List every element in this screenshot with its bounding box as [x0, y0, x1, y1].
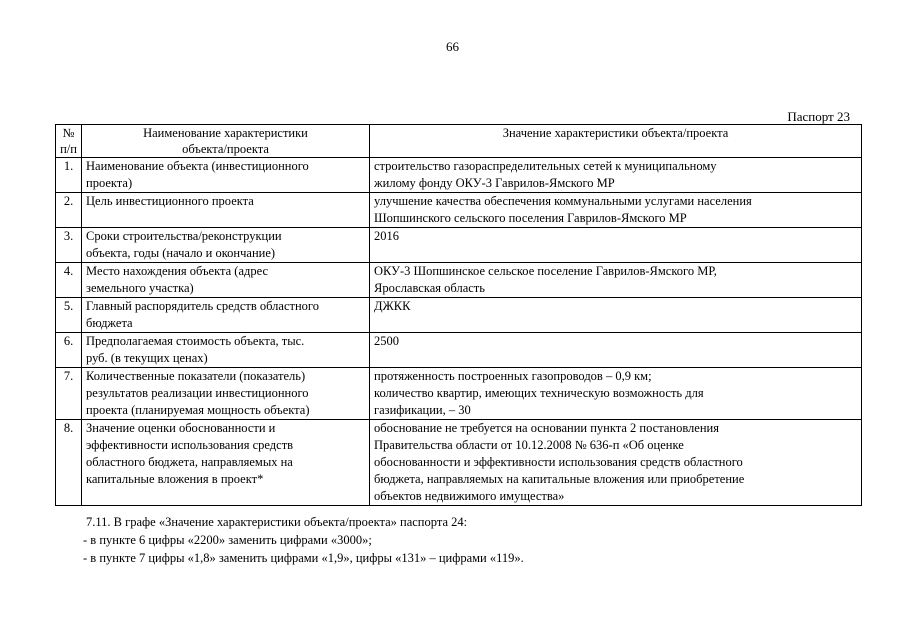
characteristic-name	[82, 158, 370, 193]
row-number: 7.	[56, 368, 82, 420]
characteristic-value-line: ДЖКК	[374, 299, 411, 313]
characteristic-value	[370, 158, 862, 193]
row-number: 2.	[56, 193, 82, 228]
characteristic-name-line: руб. (в текущих ценах)	[86, 351, 208, 365]
characteristic-value-line: улучшение качества обеспечения коммунальными услугами населения	[374, 194, 752, 208]
header-value	[370, 125, 862, 158]
table-row	[56, 298, 862, 333]
characteristic-name-line: Значение оценки обоснованности и	[86, 421, 276, 435]
characteristic-value-line: бюджета, направляемых на капитальные вложения или приобретение	[374, 472, 745, 486]
amendment-line: - в пункте 7 цифры «1,8» заменить цифрами «1,9», цифры «131» – цифрами «119».	[83, 551, 524, 565]
table-row	[56, 420, 862, 506]
characteristic-name-line: результатов реализации инвестиционного	[86, 386, 309, 400]
characteristic-name-line: бюджета	[86, 316, 133, 330]
characteristic-value-line: количество квартир, имеющих техническую возможность для	[374, 386, 704, 400]
characteristic-value-line: строительство газораспределительных сетей к муниципальному	[374, 159, 717, 173]
header-name-line: Наименование характеристики	[143, 126, 308, 140]
characteristic-value	[370, 228, 862, 263]
characteristic-name-line: проекта)	[86, 176, 133, 190]
characteristic-name-line: капитальные вложения в проект*	[86, 472, 264, 486]
characteristic-value	[370, 298, 862, 333]
row-number: 3.	[56, 228, 82, 263]
table-row	[56, 333, 862, 368]
characteristic-name-line: Предполагаемая стоимость объекта, тыс.	[86, 334, 305, 348]
characteristic-value	[370, 333, 862, 368]
characteristic-value-line: ОКУ-3 Шопшинское сельское поселение Гаврилов-Ямского МР,	[374, 264, 717, 278]
passport-label: Паспорт 23	[787, 109, 850, 124]
characteristic-value-line: Шопшинского сельского поселения Гаврилов-Ямского МР	[374, 211, 687, 225]
characteristic-name	[82, 298, 370, 333]
characteristic-value-line: газификации, – 30	[374, 403, 471, 417]
characteristic-value-line: объектов недвижимого имущества»	[374, 489, 565, 503]
header-num-line: №	[62, 126, 75, 140]
characteristic-name-line: земельного участка)	[86, 281, 194, 295]
header-name-line: объекта/проекта	[182, 142, 269, 156]
table-row	[56, 263, 862, 298]
characteristic-name	[82, 263, 370, 298]
characteristic-name	[82, 228, 370, 263]
row-number: 5.	[56, 298, 82, 333]
characteristic-name-line: объекта, годы (начало и окончание)	[86, 246, 276, 260]
header-value-line: Значение характеристики объекта/проекта	[502, 126, 729, 140]
header-name	[82, 125, 370, 158]
characteristic-name-line: проекта (планируемая мощность объекта)	[86, 403, 310, 417]
characteristic-value-line: 2016	[374, 229, 399, 243]
page-number: 66	[446, 39, 459, 54]
row-number: 8.	[56, 420, 82, 506]
characteristic-name-line: Сроки строительства/реконструкции	[86, 229, 282, 243]
table-body	[56, 158, 862, 506]
characteristic-value-line: обоснование не требуется на основании пункта 2 постановления	[374, 421, 719, 435]
row-number: 1.	[56, 158, 82, 193]
characteristic-name	[82, 193, 370, 228]
table-row	[56, 228, 862, 263]
amendment-text	[83, 513, 866, 567]
characteristic-value	[370, 368, 862, 420]
characteristic-value-line: обоснованности и эффективности использования средств областного	[374, 455, 743, 469]
characteristic-value-line: протяженность построенных газопроводов – 0,9 км;	[374, 369, 652, 383]
characteristic-name-line: Наименование объекта (инвестиционного	[86, 159, 309, 173]
amendment-line: 7.11. В графе «Значение характеристики объекта/проекта» паспорта 24:	[86, 515, 468, 529]
amendment-line: - в пункте 6 цифры «2200» заменить цифрами «3000»;	[83, 533, 372, 547]
characteristic-value-line: жилому фонду ОКУ-3 Гаврилов-Ямского МР	[374, 176, 615, 190]
characteristic-name-line: Цель инвестиционного проекта	[86, 194, 254, 208]
characteristic-value-line: Правительства области от 10.12.2008 № 636-п «Об оценке	[374, 438, 684, 452]
characteristic-value-line: Ярославская область	[374, 281, 485, 295]
characteristic-name	[82, 420, 370, 506]
characteristic-name	[82, 368, 370, 420]
characteristic-name-line: эффективности использования средств	[86, 438, 294, 452]
header-num	[56, 125, 82, 158]
table-header-row	[56, 125, 862, 158]
characteristic-name-line: областного бюджета, направляемых на	[86, 455, 293, 469]
characteristic-value	[370, 420, 862, 506]
table-row	[56, 193, 862, 228]
table-row	[56, 158, 862, 193]
row-number: 4.	[56, 263, 82, 298]
characteristic-name-line: Количественные показатели (показатель)	[86, 369, 306, 383]
characteristic-value	[370, 263, 862, 298]
header-num-line: п/п	[60, 142, 77, 156]
characteristic-value-line: 2500	[374, 334, 399, 348]
passport-table	[55, 124, 862, 506]
characteristic-name-line: Главный распорядитель средств областного	[86, 299, 319, 313]
row-number: 6.	[56, 333, 82, 368]
characteristic-value	[370, 193, 862, 228]
characteristic-name	[82, 333, 370, 368]
table-row	[56, 368, 862, 420]
characteristic-name-line: Место нахождения объекта (адрес	[86, 264, 269, 278]
